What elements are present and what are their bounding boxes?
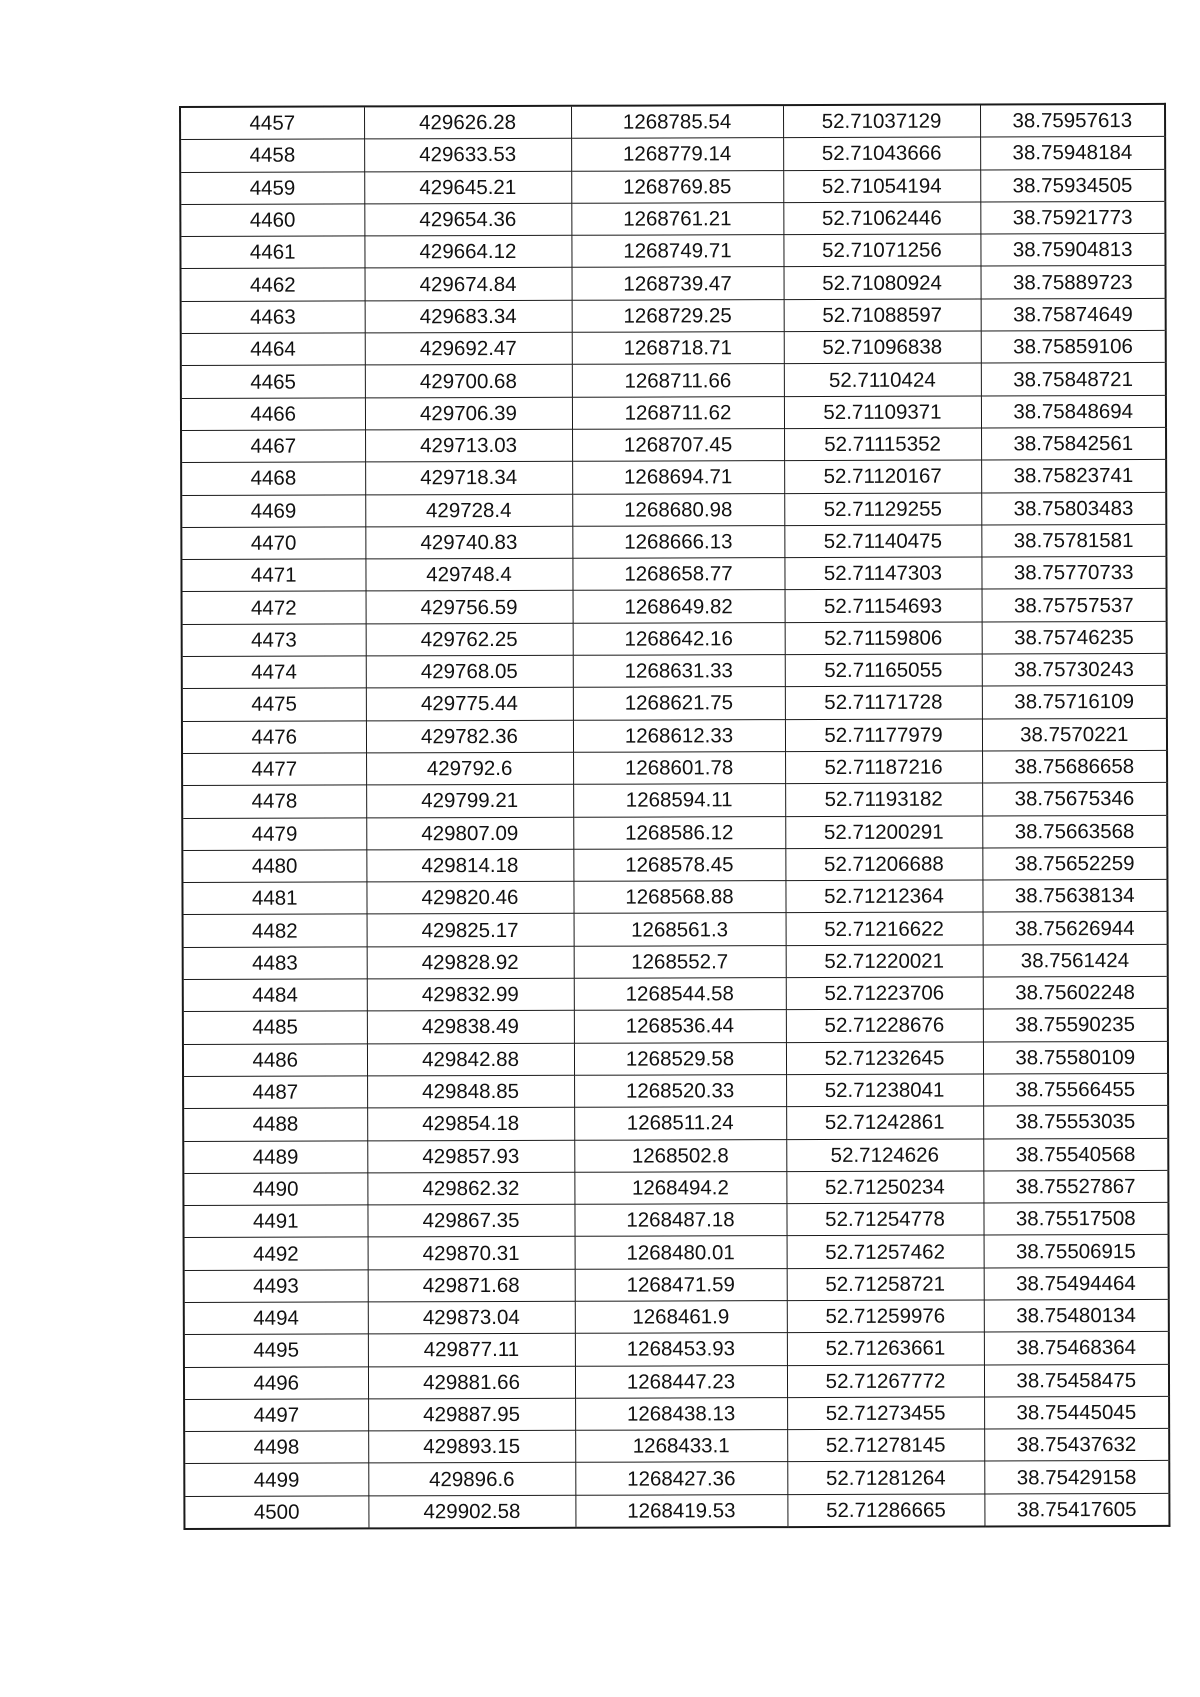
y-coordinate-cell: 1268718.71 — [572, 332, 784, 365]
y-coordinate-cell: 1268427.36 — [575, 1462, 787, 1495]
point-number-cell: 4485 — [183, 1011, 367, 1044]
table-row — [180, 169, 1165, 204]
point-number-cell: 4499 — [184, 1463, 368, 1496]
y-coordinate-cell: 1268561.3 — [574, 913, 786, 946]
latitude-cell: 52.71220021 — [786, 945, 983, 978]
point-number-cell: 4498 — [184, 1431, 368, 1464]
x-coordinate-cell: 429887.95 — [368, 1398, 575, 1431]
y-coordinate-cell: 1268666.13 — [572, 525, 784, 558]
longitude-cell: 38.75781581 — [981, 524, 1166, 557]
latitude-cell: 52.71267772 — [787, 1365, 984, 1398]
point-number-cell: 4480 — [182, 850, 366, 883]
table-row — [182, 750, 1167, 785]
latitude-cell: 52.71193182 — [785, 783, 982, 816]
x-coordinate-cell: 429896.6 — [368, 1463, 575, 1496]
latitude-cell: 52.71278145 — [787, 1429, 984, 1462]
table-row — [180, 137, 1165, 172]
y-coordinate-cell: 1268461.9 — [575, 1301, 787, 1334]
latitude-cell: 52.71129255 — [784, 493, 981, 526]
longitude-cell: 38.75445045 — [984, 1396, 1169, 1429]
x-coordinate-cell: 429700.68 — [365, 365, 572, 398]
table-row — [181, 266, 1166, 301]
y-coordinate-cell: 1268529.58 — [574, 1042, 786, 1075]
point-number-cell: 4491 — [183, 1205, 367, 1238]
y-coordinate-cell: 1268612.33 — [573, 719, 785, 752]
x-coordinate-cell: 429854.18 — [367, 1107, 574, 1140]
x-coordinate-cell: 429762.25 — [366, 623, 573, 656]
y-coordinate-cell: 1268621.75 — [573, 687, 785, 720]
point-number-cell: 4474 — [182, 656, 366, 689]
x-coordinate-cell: 429857.93 — [367, 1140, 574, 1173]
x-coordinate-cell: 429799.21 — [366, 784, 573, 817]
y-coordinate-cell: 1268586.12 — [573, 816, 785, 849]
x-coordinate-cell: 429664.12 — [364, 235, 571, 268]
y-coordinate-cell: 1268544.58 — [574, 978, 786, 1011]
longitude-cell: 38.75686658 — [982, 750, 1167, 783]
latitude-cell: 52.71281264 — [787, 1461, 984, 1494]
x-coordinate-cell: 429706.39 — [365, 397, 572, 430]
table-row — [183, 912, 1168, 947]
latitude-cell: 52.71286665 — [787, 1494, 984, 1527]
x-coordinate-cell: 429877.11 — [368, 1334, 575, 1367]
y-coordinate-cell: 1268739.47 — [572, 267, 784, 300]
point-number-cell: 4477 — [182, 753, 366, 786]
latitude-cell: 52.71238041 — [786, 1074, 983, 1107]
latitude-cell: 52.71223706 — [786, 977, 983, 1010]
table-row — [181, 492, 1166, 527]
table-row — [183, 1202, 1168, 1237]
y-coordinate-cell: 1268494.2 — [574, 1171, 786, 1204]
x-coordinate-cell: 429740.83 — [365, 526, 572, 559]
point-number-cell: 4466 — [181, 398, 365, 431]
table-row — [182, 815, 1167, 850]
y-coordinate-cell: 1268649.82 — [573, 590, 785, 623]
y-coordinate-cell: 1268511.24 — [574, 1107, 786, 1140]
table-row — [181, 395, 1166, 430]
latitude-cell: 52.71250234 — [786, 1171, 983, 1204]
latitude-cell: 52.71147303 — [784, 557, 981, 590]
point-number-cell: 4460 — [180, 204, 364, 237]
x-coordinate-cell: 429881.66 — [368, 1366, 575, 1399]
table-row — [181, 298, 1166, 333]
longitude-cell: 38.75590235 — [983, 1009, 1168, 1042]
point-number-cell: 4464 — [181, 333, 365, 366]
point-number-cell: 4493 — [184, 1270, 368, 1303]
x-coordinate-cell: 429873.04 — [368, 1301, 575, 1334]
point-number-cell: 4469 — [181, 494, 365, 527]
point-number-cell: 4488 — [183, 1108, 367, 1141]
table-row — [182, 621, 1167, 656]
longitude-cell: 38.75468364 — [984, 1332, 1169, 1365]
y-coordinate-cell: 1268729.25 — [572, 299, 784, 332]
longitude-cell: 38.75848721 — [981, 363, 1166, 396]
longitude-cell: 38.75848694 — [981, 395, 1166, 428]
point-number-cell: 4459 — [180, 172, 364, 205]
x-coordinate-cell: 429775.44 — [366, 688, 573, 721]
y-coordinate-cell: 1268769.85 — [571, 170, 783, 203]
latitude-cell: 52.71171728 — [785, 686, 982, 719]
point-number-cell: 4472 — [182, 591, 366, 624]
table-row — [183, 1170, 1168, 1205]
longitude-cell: 38.7561424 — [983, 944, 1168, 977]
latitude-cell: 52.7110424 — [784, 363, 981, 396]
x-coordinate-cell: 429626.28 — [364, 106, 571, 139]
table-row — [180, 104, 1165, 140]
latitude-cell: 52.71242861 — [786, 1106, 983, 1139]
latitude-cell: 52.71177979 — [785, 719, 982, 752]
x-coordinate-cell: 429692.47 — [365, 332, 572, 365]
longitude-cell: 38.75757537 — [982, 589, 1167, 622]
longitude-cell: 38.75663568 — [982, 815, 1167, 848]
coordinates-table-body — [180, 104, 1169, 1529]
x-coordinate-cell: 429718.34 — [365, 462, 572, 495]
x-coordinate-cell: 429820.46 — [366, 881, 573, 914]
table-row — [184, 1332, 1169, 1367]
y-coordinate-cell: 1268487.18 — [574, 1204, 786, 1237]
x-coordinate-cell: 429674.84 — [365, 268, 572, 301]
longitude-cell: 38.75566455 — [983, 1073, 1168, 1106]
y-coordinate-cell: 1268642.16 — [573, 622, 785, 655]
latitude-cell: 52.71115352 — [784, 428, 981, 461]
point-number-cell: 4470 — [181, 527, 365, 560]
table-row — [183, 1073, 1168, 1108]
longitude-cell: 38.75904813 — [980, 234, 1165, 267]
x-coordinate-cell: 429832.99 — [367, 978, 574, 1011]
point-number-cell: 4471 — [181, 559, 365, 592]
x-coordinate-cell: 429645.21 — [364, 171, 571, 204]
x-coordinate-cell: 429807.09 — [366, 817, 573, 850]
latitude-cell: 52.71263661 — [787, 1332, 984, 1365]
latitude-cell: 52.71096838 — [784, 331, 981, 364]
x-coordinate-cell: 429825.17 — [367, 914, 574, 947]
longitude-cell: 38.75675346 — [982, 783, 1167, 816]
table-row — [184, 1299, 1169, 1334]
latitude-cell: 52.71159806 — [785, 622, 982, 655]
longitude-cell: 38.75921773 — [980, 201, 1165, 234]
point-number-cell: 4463 — [181, 301, 365, 334]
point-number-cell: 4481 — [182, 882, 366, 915]
y-coordinate-cell: 1268594.11 — [573, 784, 785, 817]
table-row — [181, 460, 1166, 495]
longitude-cell: 38.75716109 — [982, 686, 1167, 719]
point-number-cell: 4478 — [182, 785, 366, 818]
latitude-cell: 52.71088597 — [784, 299, 981, 332]
table-row — [184, 1493, 1169, 1529]
x-coordinate-cell: 429633.53 — [364, 139, 571, 172]
table-row — [182, 783, 1167, 818]
y-coordinate-cell: 1268578.45 — [573, 848, 785, 881]
y-coordinate-cell: 1268779.14 — [571, 138, 783, 171]
y-coordinate-cell: 1268707.45 — [572, 429, 784, 462]
x-coordinate-cell: 429748.4 — [365, 558, 572, 591]
point-number-cell: 4461 — [180, 236, 364, 269]
longitude-cell: 38.75948184 — [980, 137, 1165, 170]
x-coordinate-cell: 429768.05 — [366, 655, 573, 688]
x-coordinate-cell: 429838.49 — [367, 1011, 574, 1044]
table-row — [181, 363, 1166, 398]
table-row — [182, 589, 1167, 624]
y-coordinate-cell: 1268447.23 — [575, 1365, 787, 1398]
longitude-cell: 38.75803483 — [981, 492, 1166, 525]
x-coordinate-cell: 429828.92 — [367, 946, 574, 979]
x-coordinate-cell: 429792.6 — [366, 752, 573, 785]
x-coordinate-cell: 429867.35 — [367, 1204, 574, 1237]
table-row — [184, 1429, 1169, 1464]
table-row — [184, 1364, 1169, 1399]
longitude-cell: 38.75540568 — [983, 1138, 1168, 1171]
table-row — [180, 234, 1165, 269]
latitude-cell: 52.71254778 — [786, 1203, 983, 1236]
y-coordinate-cell: 1268658.77 — [572, 558, 784, 591]
longitude-cell: 38.75746235 — [982, 621, 1167, 654]
longitude-cell: 38.75417605 — [984, 1493, 1169, 1526]
y-coordinate-cell: 1268785.54 — [571, 105, 783, 138]
y-coordinate-cell: 1268711.66 — [572, 364, 784, 397]
point-number-cell: 4462 — [181, 268, 365, 301]
longitude-cell: 38.7570221 — [982, 718, 1167, 751]
y-coordinate-cell: 1268520.33 — [574, 1075, 786, 1108]
point-number-cell: 4458 — [180, 139, 364, 172]
x-coordinate-cell: 429756.59 — [366, 591, 573, 624]
x-coordinate-cell: 429728.4 — [365, 494, 572, 527]
table-row — [181, 427, 1166, 462]
point-number-cell: 4496 — [184, 1366, 368, 1399]
table-row — [183, 1138, 1168, 1173]
point-number-cell: 4475 — [182, 688, 366, 721]
table-row — [183, 944, 1168, 979]
point-number-cell: 4497 — [184, 1399, 368, 1432]
x-coordinate-cell: 429814.18 — [366, 849, 573, 882]
table-row — [183, 1041, 1168, 1076]
point-number-cell: 4476 — [182, 721, 366, 754]
latitude-cell: 52.71037129 — [783, 104, 980, 137]
point-number-cell: 4495 — [184, 1334, 368, 1367]
y-coordinate-cell: 1268749.71 — [571, 235, 783, 268]
y-coordinate-cell: 1268438.13 — [575, 1397, 787, 1430]
x-coordinate-cell: 429893.15 — [368, 1430, 575, 1463]
longitude-cell: 38.75859106 — [981, 330, 1166, 363]
x-coordinate-cell: 429654.36 — [364, 203, 571, 236]
latitude-cell: 52.71140475 — [784, 525, 981, 558]
longitude-cell: 38.75638134 — [982, 880, 1167, 913]
latitude-cell: 52.71216622 — [786, 912, 983, 945]
y-coordinate-cell: 1268680.98 — [572, 493, 784, 526]
latitude-cell: 52.71109371 — [784, 396, 981, 429]
y-coordinate-cell: 1268419.53 — [575, 1494, 787, 1527]
longitude-cell: 38.75770733 — [981, 557, 1166, 590]
table-row — [184, 1235, 1169, 1270]
point-number-cell: 4486 — [183, 1044, 367, 1077]
y-coordinate-cell: 1268480.01 — [575, 1236, 787, 1269]
longitude-cell: 38.75602248 — [983, 976, 1168, 1009]
document-page — [179, 103, 1168, 1530]
table-row — [182, 653, 1167, 688]
point-number-cell: 4457 — [180, 106, 364, 139]
point-number-cell: 4487 — [183, 1076, 367, 1109]
table-row — [182, 880, 1167, 915]
point-number-cell: 4479 — [182, 817, 366, 850]
point-number-cell: 4489 — [183, 1140, 367, 1173]
latitude-cell: 52.71071256 — [783, 234, 980, 267]
longitude-cell: 38.75506915 — [984, 1235, 1169, 1268]
longitude-cell: 38.75934505 — [980, 169, 1165, 202]
longitude-cell: 38.75458475 — [984, 1364, 1169, 1397]
point-number-cell: 4468 — [181, 462, 365, 495]
latitude-cell: 52.71228676 — [786, 1009, 983, 1042]
latitude-cell: 52.71062446 — [783, 202, 980, 235]
point-number-cell: 4492 — [184, 1237, 368, 1270]
point-number-cell: 4473 — [182, 624, 366, 657]
point-number-cell: 4467 — [181, 430, 365, 463]
table-row — [182, 686, 1167, 721]
latitude-cell: 52.7124626 — [786, 1138, 983, 1171]
table-row — [183, 1106, 1168, 1141]
table-row — [181, 524, 1166, 559]
x-coordinate-cell: 429848.85 — [367, 1075, 574, 1108]
latitude-cell: 52.71120167 — [784, 460, 981, 493]
table-row — [183, 1009, 1168, 1044]
longitude-cell: 38.75580109 — [983, 1041, 1168, 1074]
y-coordinate-cell: 1268471.59 — [575, 1268, 787, 1301]
table-row — [182, 847, 1167, 882]
point-number-cell: 4494 — [184, 1302, 368, 1335]
table-row — [184, 1267, 1169, 1302]
longitude-cell: 38.75874649 — [981, 298, 1166, 331]
x-coordinate-cell: 429862.32 — [367, 1172, 574, 1205]
y-coordinate-cell: 1268453.93 — [575, 1333, 787, 1366]
x-coordinate-cell: 429902.58 — [368, 1495, 575, 1528]
latitude-cell: 52.71259976 — [787, 1300, 984, 1333]
y-coordinate-cell: 1268694.71 — [572, 461, 784, 494]
longitude-cell: 38.75437632 — [984, 1429, 1169, 1462]
latitude-cell: 52.71154693 — [785, 589, 982, 622]
latitude-cell: 52.71212364 — [785, 880, 982, 913]
latitude-cell: 52.71258721 — [787, 1268, 984, 1301]
longitude-cell: 38.75889723 — [981, 266, 1166, 299]
longitude-cell: 38.75652259 — [982, 847, 1167, 880]
y-coordinate-cell: 1268536.44 — [574, 1010, 786, 1043]
y-coordinate-cell: 1268502.8 — [574, 1139, 786, 1172]
y-coordinate-cell: 1268552.7 — [574, 945, 786, 978]
x-coordinate-cell: 429842.88 — [367, 1043, 574, 1076]
longitude-cell: 38.75517508 — [983, 1202, 1168, 1235]
y-coordinate-cell: 1268433.1 — [575, 1430, 787, 1463]
x-coordinate-cell: 429782.36 — [366, 720, 573, 753]
x-coordinate-cell: 429683.34 — [365, 300, 572, 333]
y-coordinate-cell: 1268601.78 — [573, 752, 785, 785]
point-number-cell: 4482 — [183, 914, 367, 947]
table-row — [184, 1461, 1169, 1496]
latitude-cell: 52.71273455 — [787, 1397, 984, 1430]
latitude-cell: 52.71206688 — [785, 848, 982, 881]
table-row — [184, 1396, 1169, 1431]
latitude-cell: 52.71187216 — [785, 751, 982, 784]
x-coordinate-cell: 429870.31 — [368, 1237, 575, 1270]
y-coordinate-cell: 1268761.21 — [571, 202, 783, 235]
table-row — [181, 330, 1166, 365]
longitude-cell: 38.75823741 — [981, 460, 1166, 493]
latitude-cell: 52.71043666 — [783, 137, 980, 170]
latitude-cell: 52.71080924 — [784, 266, 981, 299]
longitude-cell: 38.75842561 — [981, 427, 1166, 460]
x-coordinate-cell: 429871.68 — [368, 1269, 575, 1302]
point-number-cell: 4465 — [181, 365, 365, 398]
table-row — [181, 557, 1166, 592]
longitude-cell: 38.75527867 — [983, 1170, 1168, 1203]
latitude-cell: 52.71165055 — [785, 654, 982, 687]
point-number-cell: 4490 — [183, 1173, 367, 1206]
latitude-cell: 52.71232645 — [786, 1042, 983, 1075]
latitude-cell: 52.71054194 — [783, 170, 980, 203]
y-coordinate-cell: 1268631.33 — [573, 655, 785, 688]
y-coordinate-cell: 1268711.62 — [572, 396, 784, 429]
x-coordinate-cell: 429713.03 — [365, 429, 572, 462]
longitude-cell: 38.75494464 — [984, 1267, 1169, 1300]
longitude-cell: 38.75480134 — [984, 1299, 1169, 1332]
latitude-cell: 52.71257462 — [787, 1235, 984, 1268]
longitude-cell: 38.75957613 — [980, 104, 1165, 137]
latitude-cell: 52.71200291 — [785, 816, 982, 849]
longitude-cell: 38.75553035 — [983, 1106, 1168, 1139]
point-number-cell: 4500 — [184, 1496, 368, 1529]
coordinates-table — [179, 103, 1170, 1530]
longitude-cell: 38.75730243 — [982, 653, 1167, 686]
table-row — [183, 976, 1168, 1011]
longitude-cell: 38.75429158 — [984, 1461, 1169, 1494]
y-coordinate-cell: 1268568.88 — [573, 881, 785, 914]
point-number-cell: 4483 — [183, 947, 367, 980]
point-number-cell: 4484 — [183, 979, 367, 1012]
longitude-cell: 38.75626944 — [983, 912, 1168, 945]
table-row — [180, 201, 1165, 236]
table-row — [182, 718, 1167, 753]
